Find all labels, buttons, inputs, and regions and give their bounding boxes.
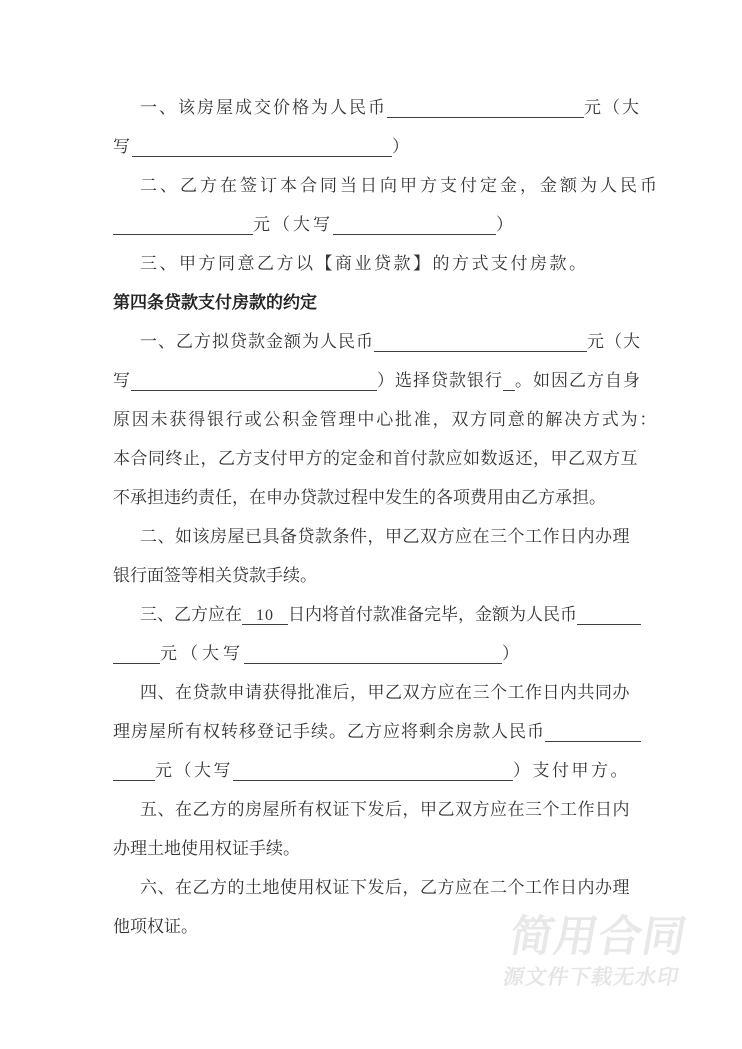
loan-amount-line-3: [113, 397, 659, 436]
text-run: 三、乙方应在: [140, 605, 242, 624]
text-run: 元（大写: [155, 761, 233, 780]
blank-field: [113, 217, 253, 235]
text-run: 一、该房屋成交价格为人民币: [140, 98, 387, 117]
transfer-line-3: [113, 748, 641, 787]
text-run: 日内将首付款准备完毕，金额为人民币: [288, 605, 577, 624]
text-run: 一、乙方拟贷款金额为人民币: [140, 332, 374, 351]
text-run: ）支付甲方。: [513, 761, 630, 780]
loan-amount-line-2: [113, 358, 641, 397]
blank-field: [333, 217, 496, 235]
text-run: 。如因乙方自身: [515, 371, 641, 390]
blank-field: [233, 763, 513, 781]
loan-condition-line-1: [113, 514, 641, 553]
text-run: 元（大写: [253, 215, 333, 234]
text-run: 不承担违约责任，在申办贷款过程中发生的各项费用由乙方承担。: [113, 488, 606, 507]
text-run: ）: [496, 215, 516, 234]
text-run: 二、如该房屋已具备贷款条件，甲乙双方应在三个工作日内办理: [140, 527, 630, 546]
blank-field: [244, 646, 502, 664]
blank-field: [113, 763, 155, 781]
text-run: 他项权证。: [113, 917, 198, 936]
blank-field: [545, 724, 641, 742]
blank-field: [503, 373, 515, 391]
watermark-subtitle: 源文件下载无水印: [501, 966, 682, 989]
filled-blank-field: 10: [242, 607, 288, 625]
loan-amount-line-4: [113, 436, 641, 475]
blank-field: [113, 646, 160, 664]
payment-method-clause: [113, 241, 641, 280]
text-run: 四、在贷款申请获得批准后，甲乙双方应在三个工作日内共同办: [140, 683, 630, 702]
text-run: 写: [113, 371, 131, 390]
text-run: 办理土地使用权证手续。: [113, 839, 300, 858]
transfer-line-2: [113, 709, 641, 748]
loan-amount-line-5: [113, 475, 641, 514]
text-run: 本合同终止，乙方支付甲方的定金和首付款应如数返还，甲乙双方互: [113, 449, 638, 468]
text-run: 第四条贷款支付房款的约定: [113, 293, 317, 312]
price-clause-line-2: [113, 124, 641, 163]
loan-amount-line-1: [113, 319, 641, 358]
text-run: 写: [113, 137, 132, 156]
blank-field: [577, 607, 641, 625]
transfer-line-1: [113, 670, 641, 709]
price-clause-line-1: [113, 85, 641, 124]
deposit-clause-line-1: [113, 163, 660, 202]
deposit-clause-line-2: [113, 202, 641, 241]
blank-field: [131, 373, 377, 391]
watermark: [501, 914, 690, 989]
loan-condition-line-2: [113, 553, 641, 592]
ownership-cert-line-2: [113, 826, 641, 865]
text-run: 银行面签等相关贷款手续。: [113, 566, 317, 585]
blank-field: [374, 334, 587, 352]
article4-heading: [113, 280, 641, 319]
text-run: 元（大: [587, 332, 641, 351]
land-cert-line-1: [113, 865, 641, 904]
text-run: ）: [502, 644, 523, 663]
downpayment-line-1: [113, 592, 641, 631]
text-run: 元（大写: [160, 644, 244, 663]
text-run: 理房屋所有权转移登记手续。乙方应将剩余房款人民币: [113, 722, 545, 741]
watermark-title: 简用合同: [506, 913, 691, 961]
blank-field: [132, 139, 392, 157]
downpayment-line-2: [113, 631, 641, 670]
ownership-cert-line-1: [113, 787, 641, 826]
text-run: 原因未获得银行或公积金管理中心批准，双方同意的解决方式为：: [113, 410, 659, 429]
text-run: ）选择贷款银行: [377, 371, 503, 390]
text-run: 二、乙方在签订本合同当日向甲方支付定金，金额为人民币: [140, 176, 660, 195]
text-run: ）: [392, 137, 411, 156]
text-run: 五、在乙方的房屋所有权证下发后，甲乙双方应在三个工作日内: [140, 800, 630, 819]
blank-field: [387, 100, 584, 118]
text-run: 元（大: [584, 98, 641, 117]
text-run: 三、甲方同意乙方以【商业贷款】的方式支付房款。: [140, 254, 589, 273]
text-run: 六、在乙方的土地使用权证下发后，乙方应在二个工作日内办理: [140, 878, 630, 897]
